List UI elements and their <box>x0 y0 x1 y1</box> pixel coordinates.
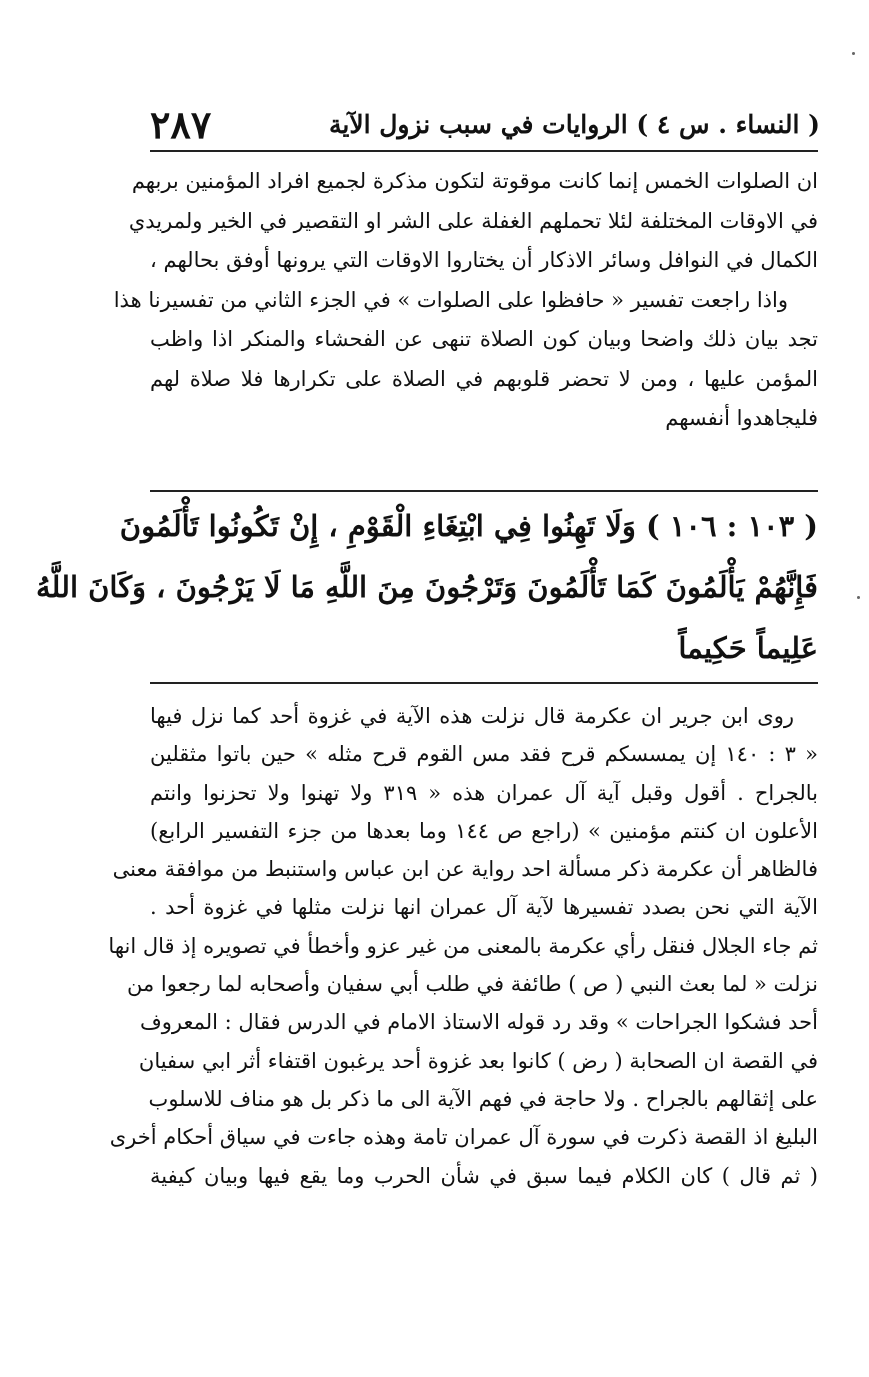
text-line: الكمال في النوافل وسائر الاذكار أن يختاروا الاوقات التي يرونها أوفق بحالهم ، <box>150 248 818 272</box>
text-line: ( ثم قال ) كان الكلام فيما سبق في شأن الحرب وما يقع فيها وبيان كيفية <box>150 1163 818 1188</box>
text-line: على إثقالهم بالجراح . ولا حاجة في فهم الآية الى ما ذكر بل هو مناف للاسلوب <box>148 1086 818 1111</box>
text-line: « ٣ : ١٤٠ إن يمسسكم قرح فقد مس القوم قرح مثله » حين باتوا مثقلين <box>150 742 818 767</box>
page-header <box>150 98 820 150</box>
paragraph-1 <box>113 162 818 439</box>
text-line: فليجاهدوا أنفسهم <box>665 406 818 430</box>
verse-top-rule <box>150 490 818 492</box>
text-line: الآية التي نحن بصدد تفسيرها لآية آل عمران انها نزلت مثلها في غزوة أحد . <box>150 895 818 920</box>
text-line: تجد بيان ذلك واضحا وبيان كون الصلاة تنهى عن الفحشاء والمنكر اذا واظب <box>150 327 818 351</box>
scan-speck <box>857 596 860 599</box>
verse-line: فَإِنَّهُمْ يَأْلَمُونَ كَمَا تَأْلَمُونَ وَتَرْجُونَ مِنَ اللَّهِ مَا لَا يَرْجُونَ ، وَكَانَ اللَّهُ <box>35 570 818 604</box>
header-rule <box>150 150 818 152</box>
text-line: البليغ اذ القصة ذكرت في سورة آل عمران تامة وهذه جاءت في سياق أحكام أخرى <box>109 1125 818 1150</box>
text-line: في الاوقات المختلفة لئلا تحملهم الغفلة على الشر او التقصير في الخير ولمريدي <box>128 208 818 233</box>
verse-line: عَلِيماً حَكِيماً <box>678 631 818 665</box>
text-line: ان الصلوات الخمس إنما كانت موقوتة لتكون مذكرة لجميع افراد المؤمنين بربهم <box>131 169 818 193</box>
text-line: المؤمن عليها ، ومن لا تحضر قلوبهم في الصلاة على تكرارها فلا صلاة لهم <box>150 366 818 391</box>
verse-bottom-rule <box>150 682 818 684</box>
running-head: ( النساء . س ٤ ) الروايات في سبب نزول الآية <box>328 109 820 139</box>
text-line: الأعلون ان كنتم مؤمنين » (راجع ص ١٤٤ وما بعدها من جزء التفسير الرابع) <box>150 818 818 843</box>
text-line: واذا راجعت تفسير « حافظوا على الصلوات » في الجزء الثاني من تفسيرنا هذا <box>113 287 788 312</box>
quran-verse <box>35 496 818 679</box>
text-line: في القصة ان الصحابة ( رض ) كانوا بعد غزوة أحد يرغبون اقتفاء أثر ابي سفيان <box>138 1048 818 1073</box>
text-line: بالجراح . أقول وقبل آية آل عمران هذه « ٣١٩ ولا تهنوا ولا تحزنوا وانتم <box>150 780 818 805</box>
page-number: ٢٨٧ <box>150 101 212 147</box>
paragraph-2 <box>108 697 818 1195</box>
scan-speck <box>852 52 855 55</box>
text-line: فالظاهر أن عكرمة ذكر مسألة احد رواية عن ابن عباس واستنبط من موافقة معنى <box>112 857 818 882</box>
text-line: روى ابن جرير ان عكرمة قال نزلت هذه الآية في غزوة أحد كما نزل فيها <box>150 704 794 728</box>
text-line: أحد فشكوا الجراحات » وقد رد قوله الاستاذ الامام في الدرس فقال : المعروف <box>139 1010 818 1035</box>
text-line: نزلت « لما بعث النبي ( ص ) طائفة في طلب أبي سفيان وأصحابه لما رجعوا من <box>126 972 818 997</box>
verse-line: ( ١٠٣ : ١٠٦ ) وَلَا تَهِنُوا فِي ابْتِغَاءِ الْقَوْمِ ، إِنْ تَكُونُوا تَأْلَمُونَ <box>119 509 818 543</box>
text-line: ثم جاء الجلال فنقل رأي عكرمة بالمعنى من غير عزو وأخطأ في تصويره إذ قال انها <box>108 933 818 958</box>
